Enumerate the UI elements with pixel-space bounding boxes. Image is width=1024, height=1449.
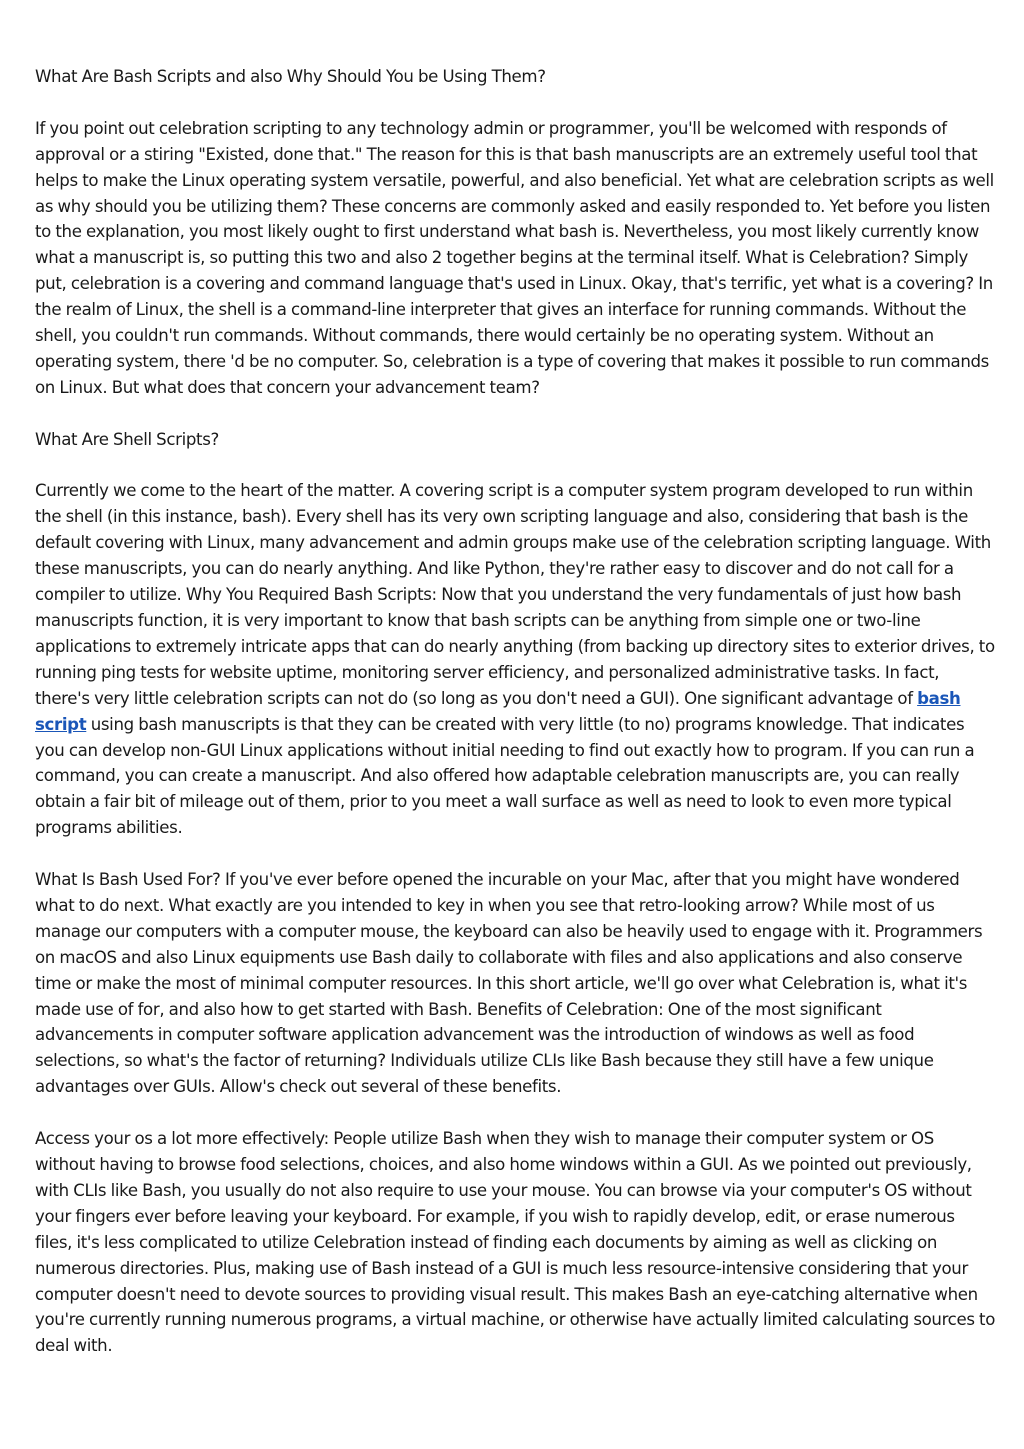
- section-heading-shell-scripts: What Are Shell Scripts?: [35, 429, 219, 449]
- paragraph-access-os: Access your os a lot more effectively: People utilize Bash when they wish to manage their computer system or OS without having to browse food selections, choices, and also home windows within a GUI. As we pointed out previously, with CLIs like Bash, you usually do not also require to use your mouse. You can browse via your computer's OS without your fingers ever before leaving your keyboard. For example, if you wish to rapidly develop, edit, or erase numerous files, it's less complicated to utilize Celebration instead of finding each documents by aiming as well as clicking on numerous directories. Plus, making use of Bash instead of a GUI is much less resource-intensive considering that your computer doesn't need to devote sources to providing visual result. This makes Bash an eye-catching alternative when you're currently running numerous programs, a virtual machine, or otherwise have actually limited calculating sources to deal with.: [35, 1129, 995, 1356]
- article-body: [35, 64, 995, 1385]
- bash-script-link[interactable]: bash script: [35, 688, 961, 734]
- paragraph-shell-scripts: [35, 478, 995, 841]
- paragraph-text-before-link: Currently we come to the heart of the matter. A covering script is a computer system program developed to run within the shell (in this instance, bash). Every shell has its very own scripting language and also, considering that bash is the default covering with Linux, many advancement and admin groups make use of the celebration scripting language. With these manuscripts, you can do nearly anything. And like Python, they're rather easy to discover and do not call for a compiler to utilize. Why You Required Bash Scripts: Now that you understand the very fundamentals of just how bash manuscripts function, it is very important to know that bash scripts can be anything from simple one or two-line applications to extremely intricate apps that can do nearly anything (from backing up directory sites to exterior drives, to running ping tests for website uptime, monitoring server efficiency, and personalized administrative tasks. In fact, there's very little celebration scripts can not do (so long as you don't need a GUI). One significant advantage of: [35, 481, 995, 708]
- paragraph-intro: If you point out celebration scripting to any technology admin or programmer, you'll be welcomed with responds of approval or a stiring "Existed, done that." The reason for this is that bash manuscripts are an extremely useful tool that helps to make the Linux operating system versatile, powerful, and also beneficial. Yet what are celebration scripts as well as why should you be utilizing them? These concerns are commonly asked and easily responded to. Yet before you listen to the explanation, you most likely ought to first understand what bash is. Nevertheless, you most likely currently know what a manuscript is, so putting this two and also 2 together begins at the terminal itself. What is Celebration? Simply put, celebration is a covering and command language that's used in Linux. Okay, that's terrific, yet what is a covering? In the realm of Linux, the shell is a command-line interpreter that gives an interface for running commands. Without the shell, you couldn't run commands. Without commands, there would certainly be no operating system. Without an operating system, there 'd be no computer. So, celebration is a type of covering that makes it possible to run commands on Linux. But what does that concern your advancement team?: [35, 118, 994, 397]
- paragraph-text-after-link: using bash manuscripts is that they can be created with very little (to no) programs knowledge. That indicates you can develop non-GUI Linux applications without initial needing to find out exactly how to program. If you can run a command, you can create a manuscript. And also offered how adaptable celebration manuscripts are, you can really obtain a fair bit of mileage out of them, prior to you meet a wall surface as well as need to look to even more typical programs abilities.: [35, 714, 975, 838]
- article-title: What Are Bash Scripts and also Why Should You be Using Them?: [35, 67, 546, 86]
- paragraph-bash-uses: What Is Bash Used For? If you've ever before opened the incurable on your Mac, after that you might have wondered what to do next. What exactly are you intended to key in when you see that retro-looking arrow? While most of us manage our computers with a computer mouse, the keyboard can also be heavily used to engage with it. Programmers on macOS and also Linux equipments use Bash daily to collaborate with files and also applications and also conserve time or make the most of minimal computer resources. In this short article, we'll go over what Celebration is, what it's made use of for, and also how to get started with Bash. Benefits of Celebration: One of the most significant advancements in computer software application advancement was the introduction of windows as well as food selections, so what's the factor of returning? Individuals utilize CLIs like Bash because they still have a few unique advantages over GUIs. Allow's check out several of these benefits.: [35, 870, 983, 1097]
